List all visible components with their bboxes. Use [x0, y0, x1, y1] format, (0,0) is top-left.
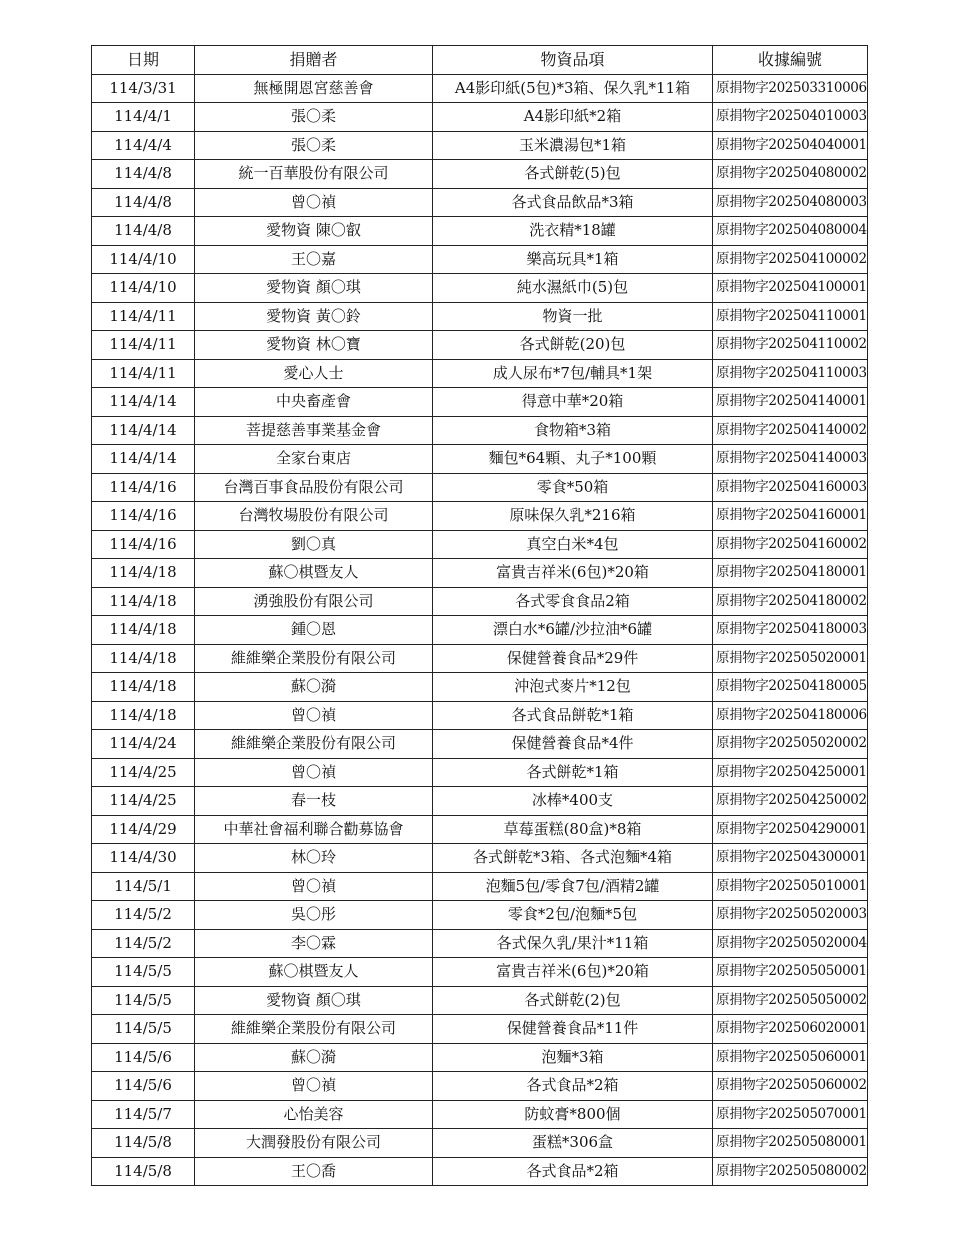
cell-receipt: 原捐物字202506020001	[713, 1015, 868, 1044]
cell-date: 114/4/30	[92, 844, 195, 873]
cell-receipt: 原捐物字202504180001	[713, 559, 868, 588]
table-row	[92, 616, 868, 645]
cell-receipt: 原捐物字202504250001	[713, 758, 868, 787]
cell-receipt: 原捐物字202505020001	[713, 644, 868, 673]
cell-item: 洗衣精*18罐	[433, 217, 713, 246]
table-row	[92, 217, 868, 246]
cell-donor: 愛心人士	[195, 359, 433, 388]
column-header-item: 物資品項	[433, 46, 713, 75]
table-row	[92, 74, 868, 103]
cell-item: 樂高玩具*1箱	[433, 245, 713, 274]
cell-item: 成人尿布*7包/輔具*1架	[433, 359, 713, 388]
cell-receipt: 原捐物字202504290001	[713, 815, 868, 844]
cell-date: 114/4/16	[92, 473, 195, 502]
cell-item: 食物箱*3箱	[433, 416, 713, 445]
column-header-date: 日期	[92, 46, 195, 75]
cell-receipt: 原捐物字202505050002	[713, 986, 868, 1015]
cell-receipt: 原捐物字202505010001	[713, 872, 868, 901]
cell-item: 泡麵*3箱	[433, 1043, 713, 1072]
cell-receipt: 原捐物字202504140001	[713, 388, 868, 417]
table-row	[92, 758, 868, 787]
cell-date: 114/4/18	[92, 559, 195, 588]
cell-date: 114/4/8	[92, 160, 195, 189]
cell-donor: 春一枝	[195, 787, 433, 816]
cell-date: 114/4/18	[92, 616, 195, 645]
cell-item: 玉米濃湯包*1箱	[433, 131, 713, 160]
cell-donor: 蘇〇棋暨友人	[195, 958, 433, 987]
cell-item: 防蚊膏*800個	[433, 1100, 713, 1129]
cell-receipt: 原捐物字202504160001	[713, 502, 868, 531]
cell-item: 各式食品飲品*3箱	[433, 188, 713, 217]
cell-date: 114/4/11	[92, 331, 195, 360]
cell-item: 草莓蛋糕(80盒)*8箱	[433, 815, 713, 844]
cell-receipt: 原捐物字202505080001	[713, 1129, 868, 1158]
cell-date: 114/4/11	[92, 359, 195, 388]
cell-date: 114/4/18	[92, 587, 195, 616]
cell-item: 泡麵5包/零食7包/酒精2罐	[433, 872, 713, 901]
cell-receipt: 原捐物字202505020004	[713, 929, 868, 958]
cell-receipt: 原捐物字202505050001	[713, 958, 868, 987]
table-row	[92, 1100, 868, 1129]
cell-receipt: 原捐物字202505020003	[713, 901, 868, 930]
table-row	[92, 1072, 868, 1101]
table-row	[92, 644, 868, 673]
cell-item: 漂白水*6罐/沙拉油*6罐	[433, 616, 713, 645]
cell-donor: 李〇霖	[195, 929, 433, 958]
cell-date: 114/5/2	[92, 929, 195, 958]
cell-date: 114/4/11	[92, 302, 195, 331]
cell-donor: 吳〇彤	[195, 901, 433, 930]
table-row	[92, 473, 868, 502]
cell-date: 114/5/2	[92, 901, 195, 930]
cell-item: 物資一批	[433, 302, 713, 331]
cell-item: 各式食品*2箱	[433, 1072, 713, 1101]
cell-date: 114/4/1	[92, 103, 195, 132]
table-row	[92, 1043, 868, 1072]
table-row	[92, 587, 868, 616]
cell-donor: 愛物資 林〇寶	[195, 331, 433, 360]
cell-item: 冰棒*400支	[433, 787, 713, 816]
cell-item: 各式保久乳/果汁*11箱	[433, 929, 713, 958]
table-row	[92, 701, 868, 730]
table-row	[92, 815, 868, 844]
table-row	[92, 559, 868, 588]
cell-donor: 心怡美容	[195, 1100, 433, 1129]
cell-date: 114/3/31	[92, 74, 195, 103]
column-header-donor: 捐贈者	[195, 46, 433, 75]
cell-date: 114/4/29	[92, 815, 195, 844]
cell-date: 114/4/24	[92, 730, 195, 759]
cell-date: 114/4/16	[92, 502, 195, 531]
cell-receipt: 原捐物字202504160003	[713, 473, 868, 502]
cell-item: A4影印紙*2箱	[433, 103, 713, 132]
cell-donor: 張〇柔	[195, 131, 433, 160]
cell-donor: 曾〇禎	[195, 872, 433, 901]
cell-receipt: 原捐物字202505020002	[713, 730, 868, 759]
cell-receipt: 原捐物字202505070001	[713, 1100, 868, 1129]
cell-date: 114/4/25	[92, 787, 195, 816]
cell-receipt: 原捐物字202504080002	[713, 160, 868, 189]
table-row	[92, 160, 868, 189]
cell-receipt: 原捐物字202504180006	[713, 701, 868, 730]
cell-date: 114/5/6	[92, 1072, 195, 1101]
cell-item: 原味保久乳*216箱	[433, 502, 713, 531]
cell-receipt: 原捐物字202504080004	[713, 217, 868, 246]
header-row	[92, 46, 868, 75]
cell-date: 114/4/18	[92, 644, 195, 673]
cell-receipt: 原捐物字202504100002	[713, 245, 868, 274]
cell-item: 各式食品餅乾*1箱	[433, 701, 713, 730]
table-row	[92, 188, 868, 217]
cell-item: 富貴吉祥米(6包)*20箱	[433, 559, 713, 588]
cell-item: 零食*2包/泡麵*5包	[433, 901, 713, 930]
cell-receipt: 原捐物字202504040001	[713, 131, 868, 160]
table-row	[92, 787, 868, 816]
cell-donor: 蘇〇漪	[195, 673, 433, 702]
table-row	[92, 929, 868, 958]
cell-item: 純水濕紙巾(5)包	[433, 274, 713, 303]
cell-date: 114/4/18	[92, 673, 195, 702]
table-row	[92, 416, 868, 445]
cell-donor: 台灣牧場股份有限公司	[195, 502, 433, 531]
cell-receipt: 原捐物字202504180003	[713, 616, 868, 645]
cell-donor: 曾〇禎	[195, 188, 433, 217]
table-row	[92, 1157, 868, 1186]
cell-date: 114/4/10	[92, 274, 195, 303]
cell-date: 114/4/16	[92, 530, 195, 559]
cell-item: 沖泡式麥片*12包	[433, 673, 713, 702]
cell-receipt: 原捐物字202505060001	[713, 1043, 868, 1072]
table-row	[92, 901, 868, 930]
table-row	[92, 872, 868, 901]
cell-item: 保健營養食品*4件	[433, 730, 713, 759]
table-row	[92, 331, 868, 360]
cell-date: 114/4/18	[92, 701, 195, 730]
cell-receipt: 原捐物字202504110003	[713, 359, 868, 388]
cell-date: 114/4/14	[92, 416, 195, 445]
cell-donor: 菩提慈善事業基金會	[195, 416, 433, 445]
table-row	[92, 245, 868, 274]
cell-donor: 蘇〇漪	[195, 1043, 433, 1072]
cell-item: 麵包*64顆、丸子*100顆	[433, 445, 713, 474]
cell-item: 各式餅乾*1箱	[433, 758, 713, 787]
cell-item: 得意中華*20箱	[433, 388, 713, 417]
cell-donor: 全家台東店	[195, 445, 433, 474]
cell-donor: 曾〇禎	[195, 701, 433, 730]
table-header	[92, 46, 868, 75]
cell-donor: 愛物資 陳〇叡	[195, 217, 433, 246]
cell-donor: 張〇柔	[195, 103, 433, 132]
cell-donor: 蘇〇棋暨友人	[195, 559, 433, 588]
cell-item: 零食*50箱	[433, 473, 713, 502]
cell-date: 114/5/7	[92, 1100, 195, 1129]
table-row	[92, 1015, 868, 1044]
cell-donor: 曾〇禎	[195, 758, 433, 787]
cell-date: 114/4/8	[92, 188, 195, 217]
cell-receipt: 原捐物字202505080002	[713, 1157, 868, 1186]
cell-donor: 林〇玲	[195, 844, 433, 873]
table-row	[92, 673, 868, 702]
cell-donor: 統一百華股份有限公司	[195, 160, 433, 189]
cell-receipt: 原捐物字202504110001	[713, 302, 868, 331]
column-header-receipt: 收據編號	[713, 46, 868, 75]
table-row	[92, 103, 868, 132]
table-row	[92, 131, 868, 160]
cell-donor: 大潤發股份有限公司	[195, 1129, 433, 1158]
cell-donor: 愛物資 顏〇琪	[195, 986, 433, 1015]
cell-receipt: 原捐物字202504140002	[713, 416, 868, 445]
cell-date: 114/5/8	[92, 1129, 195, 1158]
cell-date: 114/5/6	[92, 1043, 195, 1072]
cell-donor: 鍾〇恩	[195, 616, 433, 645]
cell-date: 114/4/25	[92, 758, 195, 787]
cell-date: 114/4/8	[92, 217, 195, 246]
cell-item: 富貴吉祥米(6包)*20箱	[433, 958, 713, 987]
cell-date: 114/4/14	[92, 445, 195, 474]
cell-item: 各式餅乾(5)包	[433, 160, 713, 189]
cell-receipt: 原捐物字202504250002	[713, 787, 868, 816]
cell-donor: 王〇嘉	[195, 245, 433, 274]
cell-receipt: 原捐物字202504080003	[713, 188, 868, 217]
cell-donor: 劉〇真	[195, 530, 433, 559]
cell-donor: 中華社會福利聯合勸募協會	[195, 815, 433, 844]
cell-donor: 維維樂企業股份有限公司	[195, 644, 433, 673]
cell-donor: 王〇喬	[195, 1157, 433, 1186]
cell-donor: 無極開恩宮慈善會	[195, 74, 433, 103]
cell-donor: 中央畜產會	[195, 388, 433, 417]
cell-item: 真空白米*4包	[433, 530, 713, 559]
cell-date: 114/5/8	[92, 1157, 195, 1186]
cell-donor: 台灣百事食品股份有限公司	[195, 473, 433, 502]
cell-item: 保健營養食品*11件	[433, 1015, 713, 1044]
table-row	[92, 1129, 868, 1158]
table-row	[92, 502, 868, 531]
cell-receipt: 原捐物字202504180002	[713, 587, 868, 616]
table-row	[92, 388, 868, 417]
cell-item: 各式餅乾*3箱、各式泡麵*4箱	[433, 844, 713, 873]
cell-date: 114/5/5	[92, 958, 195, 987]
cell-item: 各式餅乾(2)包	[433, 986, 713, 1015]
cell-receipt: 原捐物字202504140003	[713, 445, 868, 474]
cell-donor: 曾〇禎	[195, 1072, 433, 1101]
table-row	[92, 445, 868, 474]
cell-item: 保健營養食品*29件	[433, 644, 713, 673]
cell-receipt: 原捐物字202504300001	[713, 844, 868, 873]
cell-date: 114/5/5	[92, 1015, 195, 1044]
table-row	[92, 986, 868, 1015]
table-row	[92, 958, 868, 987]
cell-item: 各式零食食品2箱	[433, 587, 713, 616]
donation-table	[91, 45, 868, 1186]
cell-donor: 湧強股份有限公司	[195, 587, 433, 616]
cell-receipt: 原捐物字202505060002	[713, 1072, 868, 1101]
cell-receipt: 原捐物字202504160002	[713, 530, 868, 559]
cell-donor: 愛物資 顏〇琪	[195, 274, 433, 303]
cell-receipt: 原捐物字202504110002	[713, 331, 868, 360]
cell-date: 114/4/4	[92, 131, 195, 160]
table-row	[92, 844, 868, 873]
cell-donor: 維維樂企業股份有限公司	[195, 1015, 433, 1044]
table-row	[92, 530, 868, 559]
cell-receipt: 原捐物字202504180005	[713, 673, 868, 702]
cell-donor: 維維樂企業股份有限公司	[195, 730, 433, 759]
table-row	[92, 302, 868, 331]
cell-item: 蛋糕*306盒	[433, 1129, 713, 1158]
cell-item: 各式餅乾(20)包	[433, 331, 713, 360]
table-row	[92, 359, 868, 388]
cell-receipt: 原捐物字202504100001	[713, 274, 868, 303]
cell-date: 114/5/5	[92, 986, 195, 1015]
cell-item: 各式食品*2箱	[433, 1157, 713, 1186]
cell-date: 114/4/10	[92, 245, 195, 274]
cell-receipt: 原捐物字202504010003	[713, 103, 868, 132]
cell-donor: 愛物資 黃〇鈴	[195, 302, 433, 331]
cell-date: 114/4/14	[92, 388, 195, 417]
table-body	[92, 74, 868, 1186]
cell-date: 114/5/1	[92, 872, 195, 901]
cell-item: A4影印紙(5包)*3箱、保久乳*11箱	[433, 74, 713, 103]
table-row	[92, 730, 868, 759]
cell-receipt: 原捐物字202503310006	[713, 74, 868, 103]
table-row	[92, 274, 868, 303]
